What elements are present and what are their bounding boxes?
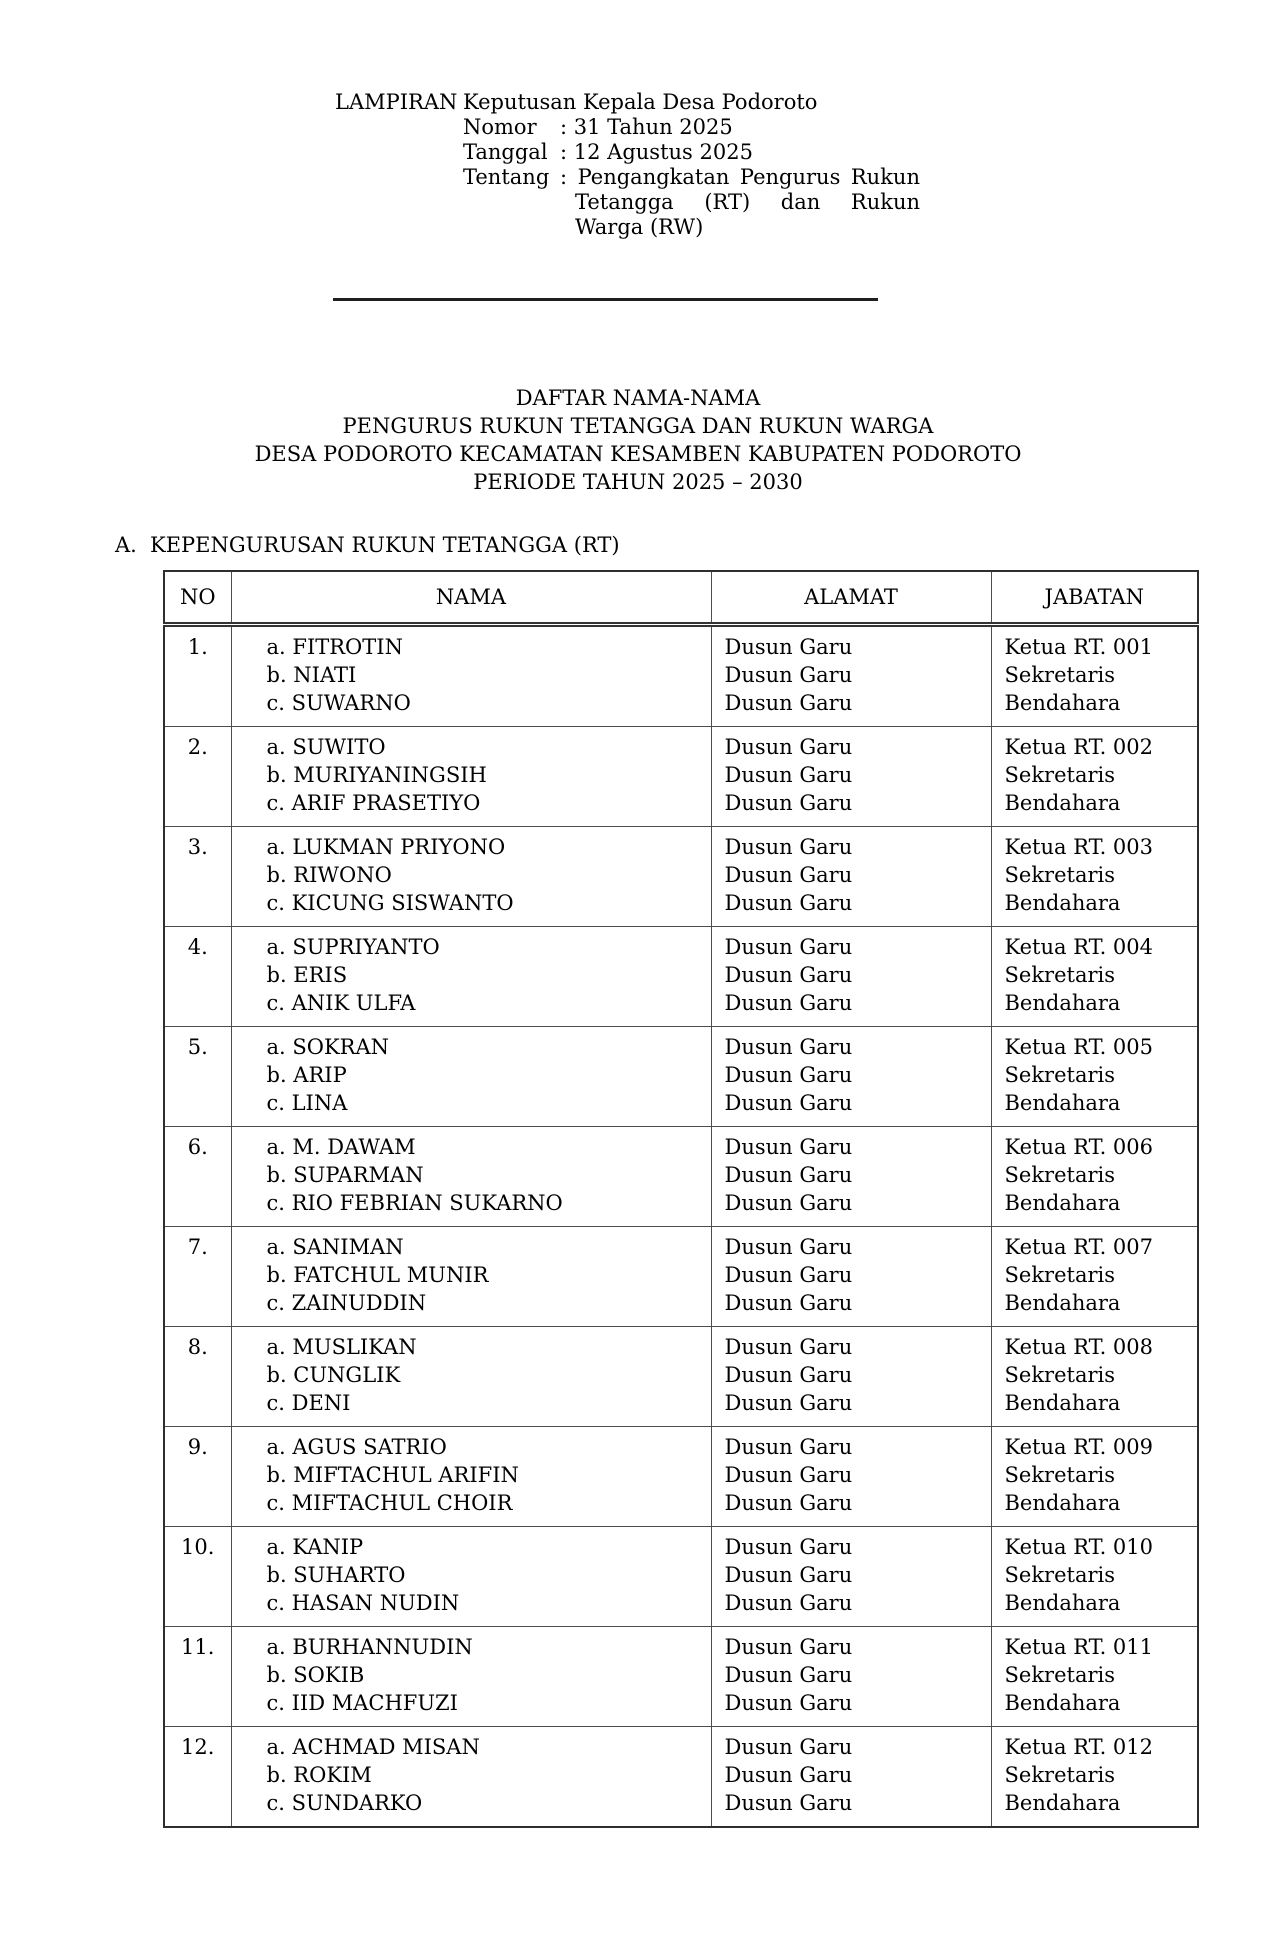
name-cell: [231, 1027, 711, 1127]
name-line: b. ERIS: [266, 963, 348, 987]
name-line: b. ARIP: [266, 1063, 347, 1087]
table-row: [164, 1327, 1198, 1427]
name-line: c. ZAINUDDIN: [266, 1291, 427, 1315]
address-line: Dusun Garu: [724, 863, 853, 887]
address-cell: [711, 927, 991, 1027]
address-cell: [711, 625, 991, 727]
address-line: Dusun Garu: [724, 891, 853, 915]
table-row: [164, 1027, 1198, 1127]
name-line: a. SANIMAN: [266, 1235, 404, 1259]
colon: :: [560, 165, 568, 189]
position-line: Sekretaris: [1004, 963, 1115, 987]
name-line: b. ROKIM: [266, 1763, 372, 1787]
name-line: c. KICUNG SISWANTO: [266, 891, 514, 915]
name-line: c. SUNDARKO: [266, 1791, 423, 1815]
address-line: Dusun Garu: [724, 1363, 853, 1387]
address-line: Dusun Garu: [724, 1491, 853, 1515]
position-line: Sekretaris: [1004, 763, 1115, 787]
position-cell: [991, 1127, 1198, 1227]
position-cell: [991, 1627, 1198, 1727]
name-line: b. SUHARTO: [266, 1563, 406, 1587]
address-line: Dusun Garu: [724, 1635, 853, 1659]
name-line: b. FATCHUL MUNIR: [266, 1263, 489, 1287]
name-cell: [231, 1227, 711, 1327]
name-line: c. SUWARNO: [266, 691, 411, 715]
address-cell: [711, 727, 991, 827]
name-line: a. SOKRAN: [266, 1035, 390, 1059]
name-line: a. MUSLIKAN: [266, 1335, 417, 1359]
position-line: Sekretaris: [1004, 1463, 1115, 1487]
row-number-cell: 12.: [164, 1727, 231, 1828]
row-number-cell: 5.: [164, 1027, 231, 1127]
name-line: a. LUKMAN PRIYONO: [266, 835, 506, 859]
table-row: [164, 927, 1198, 1027]
address-cell: [711, 1727, 991, 1828]
name-line: c. RIO FEBRIAN SUKARNO: [266, 1191, 563, 1215]
address-line: Dusun Garu: [724, 1591, 853, 1615]
row-number-cell: 6.: [164, 1127, 231, 1227]
colon: :: [560, 140, 568, 164]
position-line: Bendahara: [1004, 1691, 1121, 1715]
position-line: Bendahara: [1004, 691, 1121, 715]
table-row: [164, 1627, 1198, 1727]
name-line: a. BURHANNUDIN: [266, 1635, 473, 1659]
table-header-row: [164, 571, 1198, 625]
address-line: Dusun Garu: [724, 1535, 853, 1559]
position-line: Bendahara: [1004, 791, 1121, 815]
section-heading: [115, 533, 620, 557]
row-number-cell: 4.: [164, 927, 231, 1027]
position-line: Bendahara: [1004, 991, 1121, 1015]
position-line: Ketua RT. 008: [1004, 1335, 1154, 1359]
position-cell: [991, 1327, 1198, 1427]
name-line: c. ARIF PRASETIYO: [266, 791, 481, 815]
position-line: Sekretaris: [1004, 1263, 1115, 1287]
lampiran-block: [335, 90, 920, 240]
table-row: [164, 1727, 1198, 1828]
position-line: Ketua RT. 003: [1004, 835, 1154, 859]
field-value-text: 12 Agustus 2025: [573, 140, 753, 164]
document-title: [0, 384, 1276, 496]
address-cell: [711, 1227, 991, 1327]
row-number-cell: 11.: [164, 1627, 231, 1727]
address-line: Dusun Garu: [724, 1435, 853, 1459]
field-label-tanggal: Tanggal: [463, 140, 548, 164]
address-line: Dusun Garu: [724, 1263, 853, 1287]
position-cell: [991, 625, 1198, 727]
table-row: [164, 625, 1198, 727]
address-cell: [711, 1327, 991, 1427]
address-line: Dusun Garu: [724, 1291, 853, 1315]
address-line: Dusun Garu: [724, 1063, 853, 1087]
position-line: Ketua RT. 010: [1004, 1535, 1154, 1559]
lampiran-label: LAMPIRAN: [335, 90, 458, 114]
title-line-3: DESA PODOROTO KECAMATAN KESAMBEN KABUPATEN PODOROTO: [254, 442, 1022, 466]
row-number-cell: 8.: [164, 1327, 231, 1427]
position-line: Ketua RT. 006: [1004, 1135, 1154, 1159]
section-index: A.: [115, 533, 137, 557]
name-line: b. MURIYANINGSIH: [266, 763, 487, 787]
title-line-4: PERIODE TAHUN 2025 – 2030: [473, 470, 803, 494]
name-cell: [231, 1527, 711, 1627]
name-cell: [231, 1627, 711, 1727]
address-cell: [711, 1527, 991, 1627]
address-cell: [711, 1627, 991, 1727]
position-cell: [991, 1027, 1198, 1127]
name-line: a. FITROTIN: [266, 635, 403, 659]
position-line: Sekretaris: [1004, 863, 1115, 887]
title-line-2: PENGURUS RUKUN TETANGGA DAN RUKUN WARGA: [342, 414, 934, 438]
position-cell: [991, 1227, 1198, 1327]
address-line: Dusun Garu: [724, 835, 853, 859]
name-cell: [231, 827, 711, 927]
address-line: Dusun Garu: [724, 1763, 853, 1787]
spacer: [335, 165, 463, 240]
name-line: a. KANIP: [266, 1535, 364, 1559]
name-line: b. MIFTACHUL ARIFIN: [266, 1463, 519, 1487]
position-line: Sekretaris: [1004, 1663, 1115, 1687]
name-line: a. M. DAWAM: [266, 1135, 416, 1159]
spacer: [335, 115, 463, 140]
name-line: c. LINA: [266, 1091, 348, 1115]
address-line: Dusun Garu: [724, 1035, 853, 1059]
address-line: Dusun Garu: [724, 1091, 853, 1115]
row-number-cell: 7.: [164, 1227, 231, 1327]
position-line: Ketua RT. 004: [1004, 935, 1154, 959]
position-line: Ketua RT. 001: [1004, 635, 1154, 659]
table-row: [164, 1527, 1198, 1627]
title-line-1: DAFTAR NAMA-NAMA: [515, 386, 761, 410]
position-line: Ketua RT. 002: [1004, 735, 1154, 759]
field-label-tentang: Tentang: [463, 165, 550, 189]
name-line: b. CUNGLIK: [266, 1363, 401, 1387]
rt-officials-table: [163, 570, 1199, 1828]
address-line: Dusun Garu: [724, 935, 853, 959]
position-cell: [991, 1727, 1198, 1828]
table-row: [164, 1227, 1198, 1327]
address-line: Dusun Garu: [724, 1463, 853, 1487]
row-number-cell: 9.: [164, 1427, 231, 1527]
name-cell: [231, 1127, 711, 1227]
name-cell: [231, 927, 711, 1027]
address-cell: [711, 1127, 991, 1227]
position-line: Sekretaris: [1004, 663, 1115, 687]
name-line: b. RIWONO: [266, 863, 392, 887]
name-line: c. HASAN NUDIN: [266, 1591, 460, 1615]
position-cell: [991, 1527, 1198, 1627]
address-line: Dusun Garu: [724, 763, 853, 787]
position-line: Ketua RT. 007: [1004, 1235, 1154, 1259]
header-no: NO: [164, 571, 231, 625]
name-cell: [231, 727, 711, 827]
address-cell: [711, 827, 991, 927]
row-number-cell: 2.: [164, 727, 231, 827]
address-line: Dusun Garu: [724, 691, 853, 715]
position-line: Sekretaris: [1004, 1163, 1115, 1187]
address-line: Dusun Garu: [724, 963, 853, 987]
rt-table-body: [164, 625, 1198, 1828]
address-line: Dusun Garu: [724, 1663, 853, 1687]
position-line: Bendahara: [1004, 1391, 1121, 1415]
position-line: Sekretaris: [1004, 1363, 1115, 1387]
position-line: Ketua RT. 005: [1004, 1035, 1154, 1059]
position-cell: [991, 1427, 1198, 1527]
name-cell: [231, 1727, 711, 1828]
name-line: a. SUWITO: [266, 735, 386, 759]
address-line: Dusun Garu: [724, 1235, 853, 1259]
position-line: Bendahara: [1004, 1091, 1121, 1115]
table-row: [164, 827, 1198, 927]
name-line: a. SUPRIYANTO: [266, 935, 440, 959]
field-label-nomor: Nomor: [463, 115, 537, 139]
name-cell: [231, 1327, 711, 1427]
section-heading-text: KEPENGURUSAN RUKUN TETANGGA (RT): [150, 533, 620, 557]
position-line: Bendahara: [1004, 1491, 1121, 1515]
name-cell: [231, 625, 711, 727]
table-row: [164, 1127, 1198, 1227]
name-line: b. NIATI: [266, 663, 357, 687]
address-line: Dusun Garu: [724, 635, 853, 659]
position-line: Bendahara: [1004, 1791, 1121, 1815]
address-line: Dusun Garu: [724, 1191, 853, 1215]
name-cell: [231, 1427, 711, 1527]
position-line: Ketua RT. 012: [1004, 1735, 1154, 1759]
address-cell: [711, 1027, 991, 1127]
address-cell: [711, 1427, 991, 1527]
field-value-tanggal: [560, 140, 920, 165]
position-line: Ketua RT. 011: [1004, 1635, 1154, 1659]
address-line: Dusun Garu: [724, 663, 853, 687]
row-number-cell: 3.: [164, 827, 231, 927]
position-line: Sekretaris: [1004, 1063, 1115, 1087]
name-line: c. IID MACHFUZI: [266, 1691, 458, 1715]
position-line: Bendahara: [1004, 1591, 1121, 1615]
name-line: a. AGUS SATRIO: [266, 1435, 447, 1459]
address-line: Dusun Garu: [724, 1691, 853, 1715]
position-line: Sekretaris: [1004, 1763, 1115, 1787]
header-nama: NAMA: [231, 571, 711, 625]
lampiran-title: Keputusan Kepala Desa Podoroto: [463, 90, 818, 114]
position-cell: [991, 927, 1198, 1027]
field-value-text: Pengangkatan Pengurus Rukun Tetangga (RT) dan Rukun Warga (RW): [575, 165, 920, 239]
name-line: c. ANIK ULFA: [266, 991, 416, 1015]
position-line: Bendahara: [1004, 1291, 1121, 1315]
table-row: [164, 727, 1198, 827]
header-jabatan: JABATAN: [991, 571, 1198, 625]
position-line: Sekretaris: [1004, 1563, 1115, 1587]
address-line: Dusun Garu: [724, 735, 853, 759]
address-line: Dusun Garu: [724, 1391, 853, 1415]
name-line: c. DENI: [266, 1391, 351, 1415]
position-cell: [991, 827, 1198, 927]
field-value-text: 31 Tahun 2025: [573, 115, 733, 139]
position-line: Ketua RT. 009: [1004, 1435, 1154, 1459]
address-line: Dusun Garu: [724, 1563, 853, 1587]
row-number-cell: 10.: [164, 1527, 231, 1627]
table-row: [164, 1427, 1198, 1527]
address-line: Dusun Garu: [724, 1163, 853, 1187]
field-value-nomor: [560, 115, 920, 140]
header-alamat: ALAMAT: [711, 571, 991, 625]
position-line: Bendahara: [1004, 891, 1121, 915]
header-underline: [333, 298, 878, 301]
name-line: a. ACHMAD MISAN: [266, 1735, 480, 1759]
spacer: [335, 140, 463, 165]
name-line: b. SOKIB: [266, 1663, 365, 1687]
address-line: Dusun Garu: [724, 1335, 853, 1359]
address-line: Dusun Garu: [724, 1135, 853, 1159]
address-line: Dusun Garu: [724, 791, 853, 815]
name-line: c. MIFTACHUL CHOIR: [266, 1491, 513, 1515]
name-line: b. SUPARMAN: [266, 1163, 424, 1187]
field-value-tentang: [560, 165, 920, 240]
address-line: Dusun Garu: [724, 991, 853, 1015]
position-line: Bendahara: [1004, 1191, 1121, 1215]
position-cell: [991, 727, 1198, 827]
address-line: Dusun Garu: [724, 1735, 853, 1759]
row-number-cell: 1.: [164, 625, 231, 727]
address-line: Dusun Garu: [724, 1791, 853, 1815]
colon: :: [560, 115, 568, 139]
